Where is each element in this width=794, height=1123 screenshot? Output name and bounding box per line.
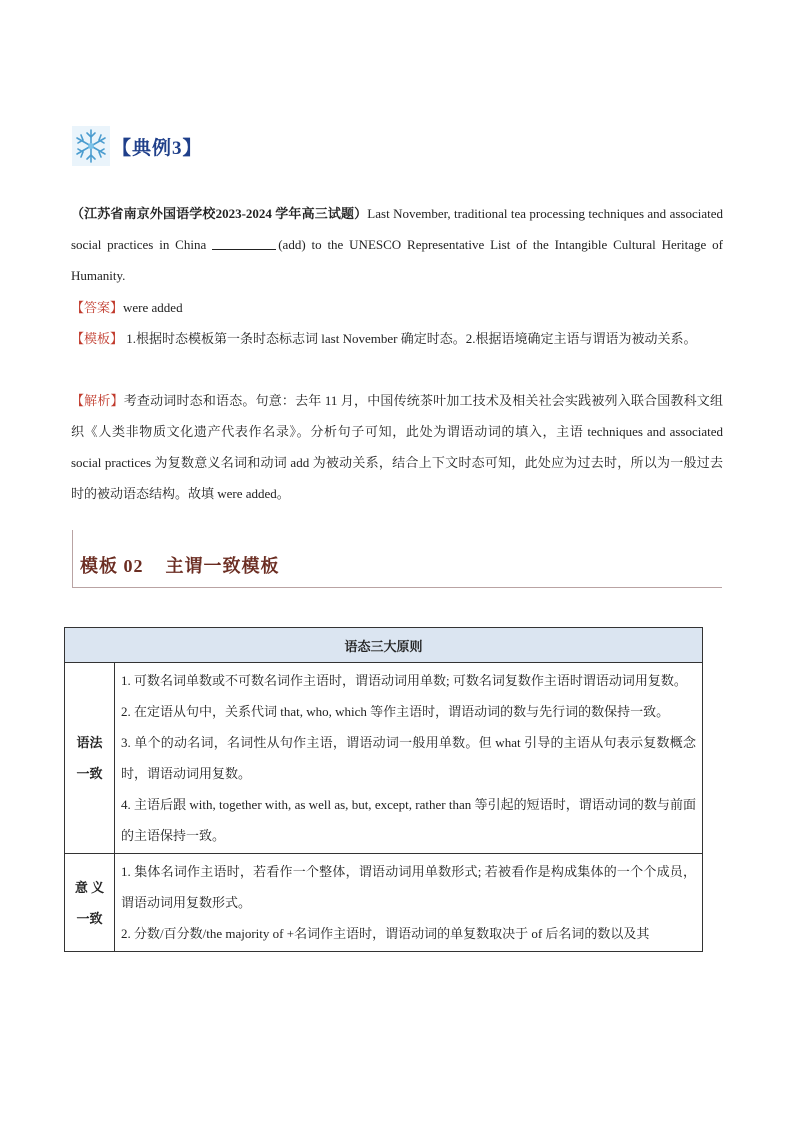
rule-item: 3. 单个的动名词，名词性从句作主语，谓语动词一般用单数。但 what 引导的主语从句表示复数概念时，谓语动词用复数。 (121, 735, 696, 781)
example-title: 【典例3】 (112, 137, 203, 159)
table-row (65, 854, 703, 952)
question-part1: Last November, traditional tea processing techniques and associated social practices in China (71, 206, 723, 252)
template-label: 【模板】 (71, 331, 124, 346)
template-line (71, 323, 723, 354)
table-header: 语态三大原则 (65, 628, 703, 663)
question-text (71, 198, 723, 291)
rule-item: 1. 集体名词作主语时，若看作一个整体，谓语动词用单数形式; 若被看作是构成集体的一个个成员，谓语动词用复数形式。 (121, 864, 696, 910)
row-label: 意 义 一致 (65, 854, 115, 952)
answer-line (71, 292, 723, 323)
table-row (65, 663, 703, 854)
section-heading (72, 530, 722, 588)
rule-list (115, 854, 703, 952)
answer-label: 【答案】 (71, 300, 124, 315)
snowflake-icon (72, 126, 110, 166)
answer-blank (212, 235, 276, 250)
rule-list (115, 663, 703, 854)
rule-item: 4. 主语后跟 with, together with, as well as, but, except, rather than 等引起的短语时，谓语动词的数与前面的主语保持一致。 (121, 797, 696, 843)
section-title: 模板 02 主谓一致模板 (80, 556, 280, 576)
row-label: 语法 一致 (65, 663, 115, 854)
rule-item: 1. 可数名词单数或不可数名词作主语时，谓语动词用单数; 可数名词复数作主语时谓语动词用复数。 (121, 673, 687, 688)
analysis-text: 考查动词时态和语态。句意：去年 11 月，中国传统茶叶加工技术及相关社会实践被列入联合国教科文组织《人类非物质文化遗产代表作名录》。分析句子可知，此处为谓语动词的填入，主语 techniques and associated social practices 为复数意义名词和动词 add 为被动关系，结合上下文时态可知，此处应为过去时，所以为一般过去时的被动语态结构。故填 were added。 (71, 393, 723, 501)
template-text: 1.根据时态模板第一条时态标志词 last November 确定时态。2.根据语境确定主语与谓语为被动关系。 (123, 331, 697, 346)
rules-table (64, 627, 703, 952)
analysis-paragraph (71, 385, 723, 509)
rule-item: 2. 分数/百分数/the majority of +名词作主语时，谓语动词的单复数取决于 of 后名词的数以及其 (121, 926, 650, 941)
table-header-row (65, 628, 703, 663)
answer-text: were added (123, 300, 183, 315)
example-heading (72, 124, 203, 168)
question-source: （江苏省南京外国语学校2023-2024 学年高三试题） (71, 206, 368, 221)
question-part2: (add) to the UNESCO Representative List of the Intangible Cultural Heritage of Humanity. (71, 237, 723, 283)
rule-item: 2. 在定语从句中，关系代词 that, who, which 等作主语时，谓语动词的数与先行词的数保持一致。 (121, 704, 670, 719)
analysis-label: 【解析】 (71, 393, 124, 408)
